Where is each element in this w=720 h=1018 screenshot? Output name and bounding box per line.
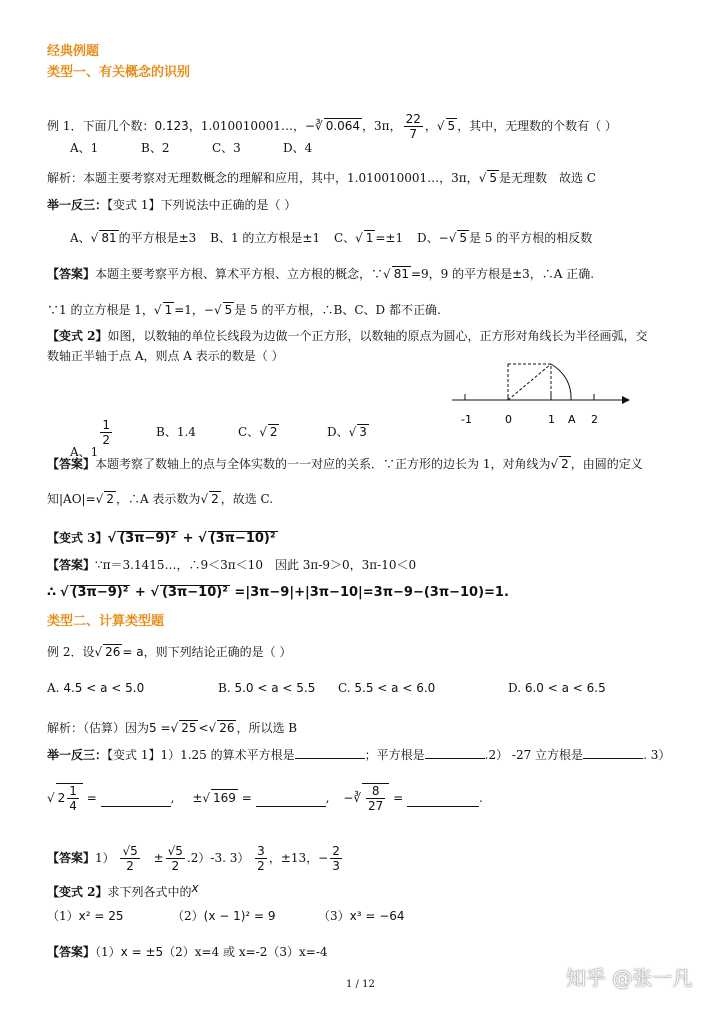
var3-ans-plus: + <box>130 585 151 600</box>
var4-e3 <box>362 783 389 813</box>
var2-option-b: B、1.4 <box>156 425 196 439</box>
var4-ans-mid: .2）-3. 3） <box>186 851 250 865</box>
var3-ans2-tail: =|3π−9|+|3π−10|=3π−9−(3π−10)=1. <box>229 585 509 600</box>
var3-expr-b: (3π−10)² <box>209 531 276 546</box>
var4-answer <box>47 833 344 883</box>
ex1-analysis-post: 是无理数 故选 C <box>498 171 596 185</box>
var2-answer-line2: 知|AO|=√ 2 ，∴A 表示数为√ 2 ，故选 C. <box>47 492 274 506</box>
var4-e1-frac <box>67 784 79 813</box>
page-number: 1 / 12 <box>346 979 375 990</box>
ex2-suffix: ，则下列结论正确的是（ ） <box>143 645 292 659</box>
ex1-option-d: D、4 <box>283 141 313 155</box>
var4-e2-blank <box>256 790 326 807</box>
var4-e1-eq: = <box>86 791 97 805</box>
var4-ans-frac4 <box>330 844 342 873</box>
var4-ans-neg: − <box>318 851 329 865</box>
label-1: 1 <box>548 413 555 426</box>
var4-e3-neg: −∛ <box>343 791 362 805</box>
ex2-analysis-pre: 解析：（估算）因为 <box>47 721 150 735</box>
var1-ans2-post: 是 5 的平方根，∴B、C、D 都不正确. <box>234 303 441 317</box>
var5-x: x <box>191 881 199 895</box>
var4-t4: . 3） <box>643 748 671 762</box>
var4-ans-1: 1） <box>95 851 115 865</box>
var5-q3-math: x³ = −64 <box>349 909 405 923</box>
arc <box>551 364 571 400</box>
ex1-option-c: C、3 <box>212 141 241 155</box>
var4-blank-3 <box>583 758 643 759</box>
var3-answer-line2: ∴ √ (3π−9)² + √ (3π−10)² =|3π−9|+|3π−10|=3π−9−(3π−10)=1. <box>47 585 509 600</box>
ex1-analysis-sqrt: 5 <box>489 171 497 185</box>
ex2-question: 例 2．设√ 26 = a，则下列结论正确的是（ ） <box>47 645 292 659</box>
var2-question-line1 <box>47 328 648 344</box>
ex2-analysis: 解析：（估算）因为5 =√ 25 <√ 26 ，所以选 B <box>47 721 298 735</box>
var5-ans-1: （1） <box>95 945 121 959</box>
ex2-analysis-post: ，所以选 B <box>236 721 298 735</box>
var4-e1 <box>56 783 83 813</box>
var2-ans2-post: ，故选 C. <box>220 492 274 506</box>
var4-e1-whole: 2 <box>57 791 66 805</box>
var4-question <box>47 747 670 763</box>
ex1-sqrt-value: 5 <box>447 119 456 133</box>
var4-e2-eq: = <box>241 791 252 805</box>
ex1-fraction <box>404 112 423 141</box>
var4-e3-den: 27 <box>368 799 384 813</box>
var5-q3 <box>318 908 405 924</box>
var5-question <box>47 880 199 900</box>
var3-answer-line1 <box>47 557 416 573</box>
var4-e2-sqrt: 169 <box>213 791 236 805</box>
var1-question <box>47 197 296 213</box>
var4-e1-num: 1 <box>69 784 77 798</box>
var5-q1-math: x² = 25 <box>78 909 124 923</box>
var2-ans2-pre: 知|AO|= <box>47 492 96 506</box>
var5-ans-rest: （2）x=4 或 x=-2（3）x=-4 <box>163 945 328 959</box>
var4-blank-1 <box>295 758 365 759</box>
var4-e3-num: 8 <box>366 784 385 799</box>
var4-ans-f1-num: √5 <box>122 844 138 858</box>
var2-opt-c: C、 <box>238 425 260 439</box>
ex2-option-d <box>508 680 606 696</box>
var3-ans-label: 【答案】 <box>47 558 96 572</box>
var1-opt-d-pre: D、− <box>417 231 449 245</box>
var1-ans-label: 【答案】 <box>47 267 96 281</box>
var2-ans1-post: ，由圆的定义 <box>570 457 643 471</box>
var3-plus: + <box>178 531 198 546</box>
var1-ans1-post: =9，9 的平方根是±3，∴A 正确. <box>410 267 595 281</box>
var4-t2: ；平方根是 <box>364 748 425 762</box>
ex1-analysis: 解析：本题主要考察对无理数概念的理解和应用，其中，1.010010001…，3π，√ 5 是无理数 故选 C <box>47 171 596 185</box>
var2-opt-a-den: 2 <box>102 433 110 447</box>
var4-e1-blank <box>101 790 171 807</box>
var2-ans1-sqrt: 2 <box>561 457 569 471</box>
ex1-num2: ，1.010010001…， <box>188 119 305 133</box>
var1-ans2-sqrt2: 5 <box>224 303 233 317</box>
var5-q2-math: (x − 1)² = 9 <box>203 909 276 923</box>
ex2-opt-c-label: C. <box>338 681 351 695</box>
var1-opt-d-sqrt: 5 <box>459 231 467 245</box>
label-0: 0 <box>505 413 512 426</box>
var5-answer <box>47 944 328 960</box>
var4-label: 举一反三： <box>47 748 108 762</box>
type1-title: 类型一、有关概念的识别 <box>47 65 191 80</box>
var4-ans-label: 【答案】 <box>47 851 96 865</box>
ex1-cuberoot-sign: −∛ <box>304 119 323 133</box>
axis-arrow <box>622 396 630 404</box>
var1-ans2-pre: ∵1 的立方根是 1， <box>47 303 154 317</box>
var5-ans-label: 【答案】 <box>47 945 96 959</box>
var4-ans-pm: ± <box>153 851 164 865</box>
var1-options: A、√ 81 的平方根是±3 B、1 的立方根是±1 C、√ 1 =±1 D、−√ 5 是 5 的平方根的相反数 <box>70 231 593 245</box>
ex1-num1: 0.1̇23̇ <box>154 119 189 133</box>
var2-question-line2: 数轴正半轴于点 A，则点 A 表示的数是（ ） <box>47 349 284 363</box>
var2-ans2-sqrt: 2 <box>106 492 114 506</box>
var4-expressions: √ 2 $\frac{1}{4}$ = , ±√ 169 = , −∛ $\frac{8}{27}$ = . <box>47 784 483 813</box>
ex2-opt-d-math: 6.0 < a < 6.5 <box>524 681 606 695</box>
var2-label: 【变式 2】 <box>47 329 108 343</box>
var2-option-d: D、√ 3 <box>327 425 367 439</box>
var1-ans1-sqrt: 81 <box>393 267 409 281</box>
var1-opt-b: B、1 的立方根是±1 <box>210 231 321 245</box>
var2-ans2-sqrt2: 2 <box>211 492 219 506</box>
var4-blank-2 <box>425 758 485 759</box>
var1-opt-d-post: 是 5 的平方根的相反数 <box>468 231 593 245</box>
var1-ans1-pre: 本题主要考察平方根、算术平方根、立方根的概念，∵ <box>95 267 384 281</box>
var5-label: 【变式 2】 <box>47 885 108 899</box>
var3-label: 【变式 3】 <box>47 531 108 545</box>
ex1-question: 例 1．下面几个数：0.1̇23̇，1.010010001…，−∛ 0.064 ，3π， $\frac{22}{7}$ ，√ 5 ，其中，无理数的个数有（ ） <box>47 112 617 141</box>
ex1-frac-num: 22 <box>405 112 421 126</box>
var3-therefore: ∴ <box>47 585 57 600</box>
var4-ans-frac2 <box>166 844 185 873</box>
var4-e3-eq: = <box>393 791 404 805</box>
var2-ans-label: 【答案】 <box>47 457 96 471</box>
ex2-prefix: 例 2．设 <box>47 645 95 659</box>
var4-ans-f4-num: 2 <box>332 844 340 858</box>
var4-text: 【变式 1】1）1.25 的算术平方根是 <box>107 748 295 762</box>
ex1-option-a: A、1 <box>70 141 99 155</box>
var4-ans-frac3 <box>255 844 267 873</box>
var5-ans-1-math: x = ±5 <box>120 945 164 959</box>
ex1-frac-den: 7 <box>409 127 418 141</box>
var3-expr-a: (3π−9)² <box>119 531 177 546</box>
ex2-option-a <box>47 680 144 696</box>
var3-ans1: ∵π＝3.1415…，∴9＜3π＜10 因此 3π-9＞0，3π-10＜0 <box>95 558 417 572</box>
diagonal <box>508 364 551 400</box>
var4-e1-den: 4 <box>69 799 77 813</box>
ex2-eq: = a <box>122 645 144 659</box>
var4-ans-f2-den: 2 <box>171 859 180 873</box>
var1-opt-c-post: =±1 <box>375 231 404 245</box>
var3-ans-expr-b: (3π−10)² <box>162 585 228 600</box>
var2-answer-line1: 【答案】本题考察了数轴上的点与全体实数的一一对应的关系．∵正方形的边长为 1，对角线为√ 2 ，由圆的定义 <box>47 457 643 471</box>
var1-answer-line1: 【答案】本题主要考察平方根、算术平方根、立方根的概念，∵√ 81 =9，9 的平方根是±3，∴A 正确. <box>47 267 595 281</box>
var1-opt-a-sqrt: 81 <box>101 231 117 245</box>
ex2-opt-a-label: A. <box>47 681 60 695</box>
watermark: 知乎 @张一凡 <box>566 966 693 990</box>
var2-opt-d: D、 <box>327 425 349 439</box>
var4-e2-pm: ± <box>192 791 203 805</box>
ex1-prefix: 例 1．下面几个数： <box>47 119 155 133</box>
ex2-opt-d-label: D. <box>508 681 522 695</box>
var1-ans2-mid: =1，− <box>174 303 214 317</box>
var2-opt-a-num: 1 <box>102 418 110 432</box>
ex1-cuberoot-value: 0.064 <box>325 119 361 133</box>
var2-opt-a-frac <box>100 418 112 447</box>
var2-opt-c-sqrt: 2 <box>269 425 278 439</box>
var1-opt-a-post: 的平方根是±3 <box>118 231 197 245</box>
var4-ans-f3-num: 3 <box>257 844 265 858</box>
var1-text: 【变式 1】下列说法中正确的是（ ） <box>107 198 297 212</box>
ex1-num3: ，3π， <box>362 119 402 133</box>
var4-e3-frac <box>366 784 385 813</box>
var2-opt-d-sqrt: 3 <box>359 425 367 439</box>
var2-ans1-pre: 本题考察了数轴上的点与全体实数的一一对应的关系．∵正方形的边长为 1，对角线为 <box>95 457 551 471</box>
var1-opt-a-pre: A、 <box>70 231 91 245</box>
ex2-opt-a-math: 4.5 < a < 5.0 <box>63 681 145 695</box>
label-neg1: -1 <box>461 413 472 426</box>
var4-e3-end: . <box>479 791 483 805</box>
var5-text: 求下列各式中的 <box>107 885 192 899</box>
var4-ans-f3-den: 2 <box>257 859 265 873</box>
var4-ans-frac1 <box>120 844 139 873</box>
var3-question: 【变式 3】√ (3π−9)² + √ (3π−10)² <box>47 531 276 546</box>
var4-t3: .2） -27 立方根是 <box>484 748 584 762</box>
var4-e1-end: , <box>170 791 175 805</box>
var4-ans-pm13: ，±13， <box>268 851 319 865</box>
var4-ans-f1-den: 2 <box>126 859 134 873</box>
var4-e2-end: , <box>325 791 330 805</box>
var5-q3-num: （3） <box>318 909 350 923</box>
ex2-analysis-sqrt2: 26 <box>219 721 235 735</box>
var4-ans-f2-num: √5 <box>167 844 183 858</box>
ex1-option-b: B、2 <box>141 141 170 155</box>
var2-text1: 如图，以数轴的单位长线段为边做一个正方形，以数轴的原点为圆心，正方形对角线长为半径画弧，交 <box>107 329 648 343</box>
var1-opt-c-sqrt: 1 <box>365 231 374 245</box>
ex2-opt-c-math: 5.5 < a < 6.0 <box>354 681 436 695</box>
type2-title: 类型二、计算类型题 <box>47 614 165 629</box>
var4-ans-f4-den: 3 <box>332 859 340 873</box>
var2-option-c: C、√ 2 <box>238 425 278 439</box>
label-2: 2 <box>591 413 598 426</box>
ex2-option-b <box>218 680 315 696</box>
ex2-analysis-math1: 5 = <box>149 721 171 735</box>
ex2-sqrt: 26 <box>105 645 121 659</box>
var3-ans-expr-a: (3π−9)² <box>71 585 129 600</box>
var5-q1 <box>47 908 124 924</box>
var5-q1-num: （1） <box>47 909 79 923</box>
number-line-figure <box>450 355 630 435</box>
var2-ans2-mid: ，∴A 表示数为 <box>115 492 201 506</box>
var5-q2-num: （2） <box>172 909 204 923</box>
ex2-analysis-sqrt1: 25 <box>181 721 197 735</box>
var2-opt-a: A、1 <box>70 445 99 459</box>
var2-option-a <box>70 418 114 460</box>
var4-e3-blank <box>407 790 479 807</box>
ex1-analysis-pre: 解析：本题主要考察对无理数概念的理解和应用，其中，1.010010001…，3π， <box>47 171 479 185</box>
ex1-suffix: ，其中，无理数的个数有（ ） <box>457 119 617 133</box>
var5-q2 <box>172 908 276 924</box>
ex2-option-c <box>338 680 435 696</box>
var1-answer-line2: ∵1 的立方根是 1，√ 1 =1，−√ 5 是 5 的平方根，∴B、C、D 都不正确. <box>47 303 441 317</box>
main-heading: 经典例题 <box>47 44 100 59</box>
var1-ans2-sqrt: 1 <box>164 303 173 317</box>
label-a: A <box>568 413 576 426</box>
var1-opt-c-pre: C、 <box>333 231 356 245</box>
ex2-opt-b-math: 5.0 < a < 5.5 <box>234 681 316 695</box>
ex2-opt-b-label: B. <box>218 681 231 695</box>
var1-label: 举一反三： <box>47 198 108 212</box>
ex2-analysis-lt: < <box>198 721 209 735</box>
